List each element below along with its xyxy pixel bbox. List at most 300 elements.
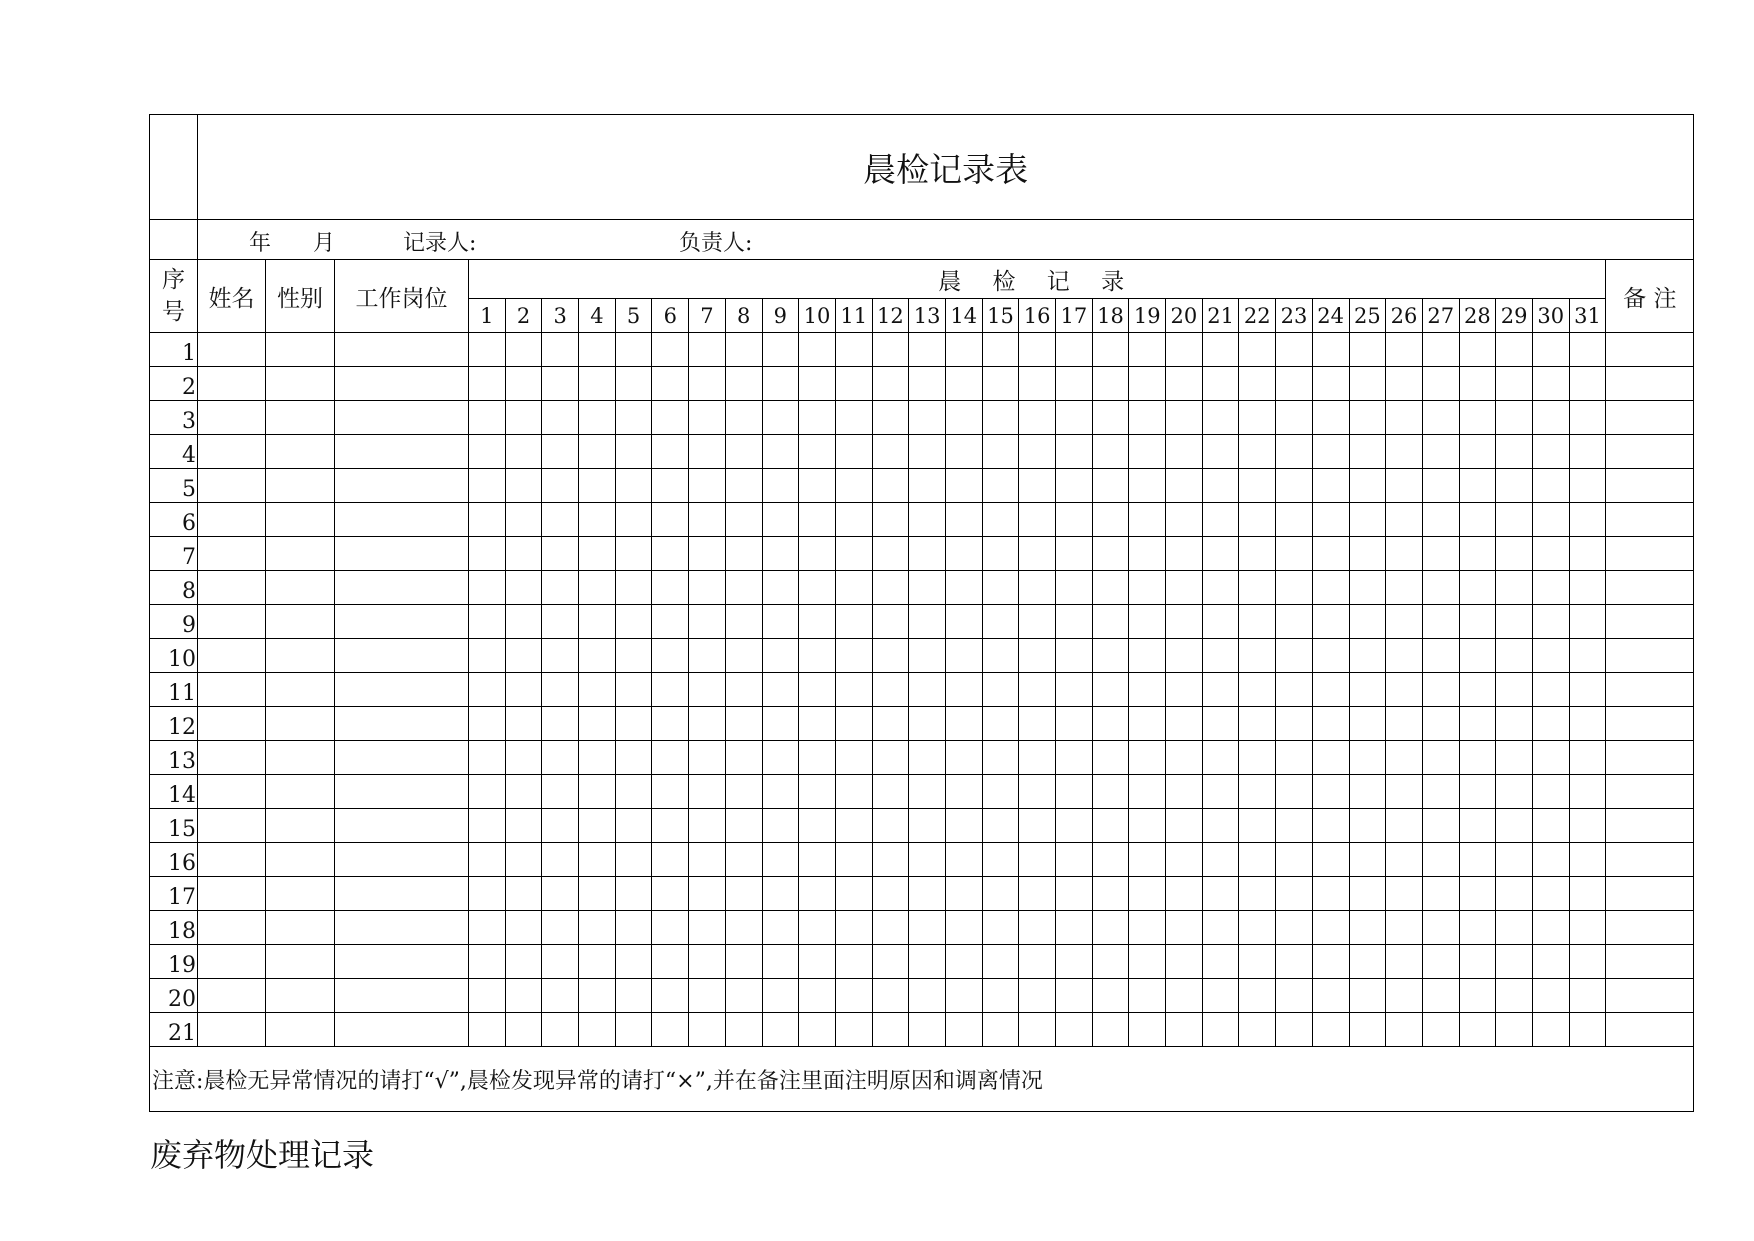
entry-cell[interactable] (1569, 435, 1606, 469)
entry-cell[interactable] (266, 877, 335, 911)
entry-cell[interactable] (266, 673, 335, 707)
entry-cell[interactable] (1532, 333, 1569, 367)
entry-cell[interactable] (469, 469, 506, 503)
entry-cell[interactable] (1312, 1013, 1349, 1047)
entry-cell[interactable] (835, 911, 872, 945)
entry-cell[interactable] (1239, 1013, 1276, 1047)
entry-cell[interactable] (1276, 639, 1313, 673)
entry-cell[interactable] (1569, 775, 1606, 809)
entry-cell[interactable] (1276, 707, 1313, 741)
entry-cell[interactable] (1386, 571, 1423, 605)
entry-cell[interactable] (1239, 673, 1276, 707)
entry-cell[interactable] (469, 435, 506, 469)
entry-cell[interactable] (1312, 877, 1349, 911)
entry-cell[interactable] (615, 809, 652, 843)
entry-cell[interactable] (1056, 843, 1093, 877)
entry-cell[interactable] (1276, 911, 1313, 945)
entry-cell[interactable] (1386, 333, 1423, 367)
entry-cell[interactable] (1092, 401, 1129, 435)
entry-cell[interactable] (835, 401, 872, 435)
entry-cell[interactable] (1532, 367, 1569, 401)
entry-cell[interactable] (579, 333, 616, 367)
entry-cell[interactable] (1349, 877, 1386, 911)
entry-cell[interactable] (1166, 571, 1203, 605)
entry-cell[interactable] (689, 775, 726, 809)
entry-cell[interactable] (1349, 639, 1386, 673)
entry-cell[interactable] (982, 877, 1019, 911)
entry-cell[interactable] (689, 809, 726, 843)
entry-cell[interactable] (1129, 741, 1166, 775)
entry-cell[interactable] (1056, 1013, 1093, 1047)
entry-cell[interactable] (1496, 503, 1533, 537)
entry-cell[interactable] (1532, 537, 1569, 571)
entry-cell[interactable] (725, 1013, 762, 1047)
entry-cell[interactable] (945, 673, 982, 707)
entry-cell[interactable] (1239, 537, 1276, 571)
entry-cell[interactable] (266, 1013, 335, 1047)
entry-cell[interactable] (505, 367, 542, 401)
entry-cell[interactable] (1422, 1013, 1459, 1047)
entry-cell[interactable] (1276, 435, 1313, 469)
entry-cell[interactable] (1092, 1013, 1129, 1047)
entry-cell[interactable] (799, 809, 836, 843)
entry-cell[interactable] (689, 877, 726, 911)
entry-cell[interactable] (1239, 979, 1276, 1013)
entry-cell[interactable] (266, 775, 335, 809)
entry-cell[interactable] (1569, 571, 1606, 605)
entry-cell[interactable] (542, 741, 579, 775)
entry-cell[interactable] (542, 707, 579, 741)
entry-cell[interactable] (1276, 741, 1313, 775)
entry-cell[interactable] (1422, 537, 1459, 571)
entry-cell[interactable] (469, 707, 506, 741)
entry-cell[interactable] (198, 775, 266, 809)
entry-cell[interactable] (266, 639, 335, 673)
entry-cell[interactable] (579, 707, 616, 741)
entry-cell[interactable] (198, 741, 266, 775)
entry-cell[interactable] (1349, 333, 1386, 367)
entry-cell[interactable] (909, 673, 946, 707)
entry-cell[interactable] (1312, 741, 1349, 775)
entry-cell[interactable] (725, 673, 762, 707)
entry-cell[interactable] (1496, 605, 1533, 639)
entry-cell[interactable] (689, 639, 726, 673)
entry-cell[interactable] (505, 571, 542, 605)
entry-cell[interactable] (1166, 503, 1203, 537)
entry-cell[interactable] (1422, 741, 1459, 775)
entry-cell[interactable] (1606, 877, 1694, 911)
entry-cell[interactable] (1056, 469, 1093, 503)
entry-cell[interactable] (1202, 877, 1239, 911)
entry-cell[interactable] (1092, 503, 1129, 537)
entry-cell[interactable] (1422, 707, 1459, 741)
entry-cell[interactable] (689, 367, 726, 401)
entry-cell[interactable] (1422, 775, 1459, 809)
entry-cell[interactable] (762, 605, 799, 639)
entry-cell[interactable] (1239, 877, 1276, 911)
entry-cell[interactable] (1129, 401, 1166, 435)
entry-cell[interactable] (982, 945, 1019, 979)
entry-cell[interactable] (1056, 639, 1093, 673)
entry-cell[interactable] (1092, 843, 1129, 877)
entry-cell[interactable] (1166, 639, 1203, 673)
entry-cell[interactable] (1459, 979, 1496, 1013)
entry-cell[interactable] (835, 469, 872, 503)
entry-cell[interactable] (615, 503, 652, 537)
entry-cell[interactable] (1202, 1013, 1239, 1047)
entry-cell[interactable] (1422, 877, 1459, 911)
entry-cell[interactable] (982, 1013, 1019, 1047)
entry-cell[interactable] (835, 809, 872, 843)
entry-cell[interactable] (1129, 605, 1166, 639)
entry-cell[interactable] (909, 775, 946, 809)
entry-cell[interactable] (1422, 469, 1459, 503)
entry-cell[interactable] (1019, 333, 1056, 367)
entry-cell[interactable] (469, 639, 506, 673)
entry-cell[interactable] (198, 877, 266, 911)
entry-cell[interactable] (1276, 333, 1313, 367)
entry-cell[interactable] (1459, 571, 1496, 605)
entry-cell[interactable] (982, 401, 1019, 435)
entry-cell[interactable] (1459, 639, 1496, 673)
entry-cell[interactable] (1569, 945, 1606, 979)
entry-cell[interactable] (652, 571, 689, 605)
entry-cell[interactable] (799, 333, 836, 367)
entry-cell[interactable] (1092, 775, 1129, 809)
entry-cell[interactable] (1569, 809, 1606, 843)
entry-cell[interactable] (689, 979, 726, 1013)
entry-cell[interactable] (909, 503, 946, 537)
entry-cell[interactable] (1129, 1013, 1166, 1047)
entry-cell[interactable] (1496, 843, 1533, 877)
entry-cell[interactable] (1202, 469, 1239, 503)
entry-cell[interactable] (872, 469, 909, 503)
entry-cell[interactable] (1349, 469, 1386, 503)
entry-cell[interactable] (982, 843, 1019, 877)
entry-cell[interactable] (1569, 537, 1606, 571)
entry-cell[interactable] (266, 469, 335, 503)
entry-cell[interactable] (872, 435, 909, 469)
entry-cell[interactable] (872, 945, 909, 979)
entry-cell[interactable] (579, 367, 616, 401)
entry-cell[interactable] (1349, 979, 1386, 1013)
entry-cell[interactable] (469, 673, 506, 707)
entry-cell[interactable] (1459, 435, 1496, 469)
entry-cell[interactable] (1202, 537, 1239, 571)
entry-cell[interactable] (725, 843, 762, 877)
entry-cell[interactable] (1312, 673, 1349, 707)
entry-cell[interactable] (1092, 673, 1129, 707)
entry-cell[interactable] (615, 333, 652, 367)
entry-cell[interactable] (1166, 707, 1203, 741)
entry-cell[interactable] (1532, 571, 1569, 605)
entry-cell[interactable] (652, 401, 689, 435)
entry-cell[interactable] (835, 639, 872, 673)
entry-cell[interactable] (945, 1013, 982, 1047)
entry-cell[interactable] (579, 503, 616, 537)
entry-cell[interactable] (725, 401, 762, 435)
entry-cell[interactable] (335, 333, 469, 367)
entry-cell[interactable] (1386, 945, 1423, 979)
entry-cell[interactable] (1606, 537, 1694, 571)
entry-cell[interactable] (1496, 639, 1533, 673)
entry-cell[interactable] (615, 911, 652, 945)
entry-cell[interactable] (1349, 435, 1386, 469)
entry-cell[interactable] (689, 503, 726, 537)
entry-cell[interactable] (542, 809, 579, 843)
entry-cell[interactable] (1276, 571, 1313, 605)
entry-cell[interactable] (652, 979, 689, 1013)
entry-cell[interactable] (1422, 673, 1459, 707)
entry-cell[interactable] (1312, 639, 1349, 673)
entry-cell[interactable] (872, 911, 909, 945)
entry-cell[interactable] (1202, 333, 1239, 367)
entry-cell[interactable] (835, 945, 872, 979)
entry-cell[interactable] (542, 469, 579, 503)
entry-cell[interactable] (1202, 843, 1239, 877)
entry-cell[interactable] (1019, 605, 1056, 639)
entry-cell[interactable] (799, 979, 836, 1013)
entry-cell[interactable] (1056, 503, 1093, 537)
entry-cell[interactable] (505, 979, 542, 1013)
entry-cell[interactable] (909, 809, 946, 843)
entry-cell[interactable] (872, 877, 909, 911)
entry-cell[interactable] (1312, 809, 1349, 843)
entry-cell[interactable] (725, 741, 762, 775)
entry-cell[interactable] (872, 979, 909, 1013)
entry-cell[interactable] (579, 469, 616, 503)
entry-cell[interactable] (1276, 503, 1313, 537)
entry-cell[interactable] (835, 707, 872, 741)
entry-cell[interactable] (799, 469, 836, 503)
entry-cell[interactable] (872, 741, 909, 775)
entry-cell[interactable] (1312, 707, 1349, 741)
entry-cell[interactable] (579, 741, 616, 775)
entry-cell[interactable] (689, 401, 726, 435)
entry-cell[interactable] (542, 503, 579, 537)
entry-cell[interactable] (1386, 639, 1423, 673)
entry-cell[interactable] (335, 911, 469, 945)
entry-cell[interactable] (835, 1013, 872, 1047)
entry-cell[interactable] (725, 333, 762, 367)
entry-cell[interactable] (1349, 401, 1386, 435)
entry-cell[interactable] (335, 843, 469, 877)
entry-cell[interactable] (615, 843, 652, 877)
entry-cell[interactable] (542, 571, 579, 605)
entry-cell[interactable] (945, 333, 982, 367)
entry-cell[interactable] (799, 843, 836, 877)
entry-cell[interactable] (1496, 367, 1533, 401)
entry-cell[interactable] (945, 537, 982, 571)
entry-cell[interactable] (505, 707, 542, 741)
entry-cell[interactable] (1312, 911, 1349, 945)
entry-cell[interactable] (198, 809, 266, 843)
entry-cell[interactable] (1056, 605, 1093, 639)
entry-cell[interactable] (1459, 469, 1496, 503)
entry-cell[interactable] (762, 571, 799, 605)
entry-cell[interactable] (1532, 809, 1569, 843)
entry-cell[interactable] (469, 1013, 506, 1047)
entry-cell[interactable] (1532, 775, 1569, 809)
entry-cell[interactable] (505, 945, 542, 979)
entry-cell[interactable] (1092, 333, 1129, 367)
entry-cell[interactable] (835, 741, 872, 775)
entry-cell[interactable] (799, 639, 836, 673)
entry-cell[interactable] (615, 707, 652, 741)
entry-cell[interactable] (1019, 435, 1056, 469)
entry-cell[interactable] (1166, 537, 1203, 571)
entry-cell[interactable] (505, 537, 542, 571)
entry-cell[interactable] (1606, 741, 1694, 775)
entry-cell[interactable] (1239, 707, 1276, 741)
entry-cell[interactable] (1422, 503, 1459, 537)
entry-cell[interactable] (689, 1013, 726, 1047)
entry-cell[interactable] (579, 605, 616, 639)
entry-cell[interactable] (945, 843, 982, 877)
entry-cell[interactable] (1459, 707, 1496, 741)
entry-cell[interactable] (1092, 469, 1129, 503)
entry-cell[interactable] (725, 809, 762, 843)
entry-cell[interactable] (725, 367, 762, 401)
entry-cell[interactable] (198, 537, 266, 571)
entry-cell[interactable] (1166, 911, 1203, 945)
entry-cell[interactable] (266, 945, 335, 979)
entry-cell[interactable] (198, 605, 266, 639)
entry-cell[interactable] (872, 639, 909, 673)
entry-cell[interactable] (1422, 639, 1459, 673)
entry-cell[interactable] (1349, 605, 1386, 639)
entry-cell[interactable] (872, 333, 909, 367)
entry-cell[interactable] (615, 741, 652, 775)
entry-cell[interactable] (335, 707, 469, 741)
entry-cell[interactable] (505, 435, 542, 469)
entry-cell[interactable] (1019, 945, 1056, 979)
entry-cell[interactable] (505, 503, 542, 537)
entry-cell[interactable] (762, 775, 799, 809)
entry-cell[interactable] (1019, 707, 1056, 741)
entry-cell[interactable] (982, 775, 1019, 809)
entry-cell[interactable] (1312, 367, 1349, 401)
entry-cell[interactable] (542, 979, 579, 1013)
entry-cell[interactable] (872, 1013, 909, 1047)
entry-cell[interactable] (652, 945, 689, 979)
entry-cell[interactable] (982, 911, 1019, 945)
entry-cell[interactable] (1202, 673, 1239, 707)
entry-cell[interactable] (799, 435, 836, 469)
entry-cell[interactable] (1422, 911, 1459, 945)
entry-cell[interactable] (1606, 809, 1694, 843)
entry-cell[interactable] (652, 639, 689, 673)
entry-cell[interactable] (1129, 877, 1166, 911)
entry-cell[interactable] (1239, 945, 1276, 979)
entry-cell[interactable] (1606, 775, 1694, 809)
entry-cell[interactable] (1056, 741, 1093, 775)
entry-cell[interactable] (799, 1013, 836, 1047)
entry-cell[interactable] (1166, 333, 1203, 367)
entry-cell[interactable] (1166, 401, 1203, 435)
entry-cell[interactable] (1606, 333, 1694, 367)
entry-cell[interactable] (945, 605, 982, 639)
entry-cell[interactable] (689, 571, 726, 605)
entry-cell[interactable] (266, 401, 335, 435)
entry-cell[interactable] (579, 775, 616, 809)
entry-cell[interactable] (1019, 1013, 1056, 1047)
entry-cell[interactable] (1056, 707, 1093, 741)
entry-cell[interactable] (909, 605, 946, 639)
entry-cell[interactable] (1019, 741, 1056, 775)
entry-cell[interactable] (1606, 503, 1694, 537)
entry-cell[interactable] (1166, 741, 1203, 775)
entry-cell[interactable] (335, 605, 469, 639)
entry-cell[interactable] (1569, 911, 1606, 945)
entry-cell[interactable] (872, 809, 909, 843)
entry-cell[interactable] (1239, 911, 1276, 945)
entry-cell[interactable] (945, 367, 982, 401)
entry-cell[interactable] (1422, 367, 1459, 401)
entry-cell[interactable] (1459, 503, 1496, 537)
entry-cell[interactable] (1166, 979, 1203, 1013)
entry-cell[interactable] (1606, 367, 1694, 401)
entry-cell[interactable] (542, 775, 579, 809)
entry-cell[interactable] (762, 979, 799, 1013)
entry-cell[interactable] (335, 435, 469, 469)
entry-cell[interactable] (1019, 367, 1056, 401)
entry-cell[interactable] (505, 911, 542, 945)
entry-cell[interactable] (689, 673, 726, 707)
entry-cell[interactable] (1496, 333, 1533, 367)
entry-cell[interactable] (542, 367, 579, 401)
entry-cell[interactable] (615, 639, 652, 673)
entry-cell[interactable] (1459, 911, 1496, 945)
entry-cell[interactable] (835, 333, 872, 367)
entry-cell[interactable] (1129, 673, 1166, 707)
entry-cell[interactable] (1129, 979, 1166, 1013)
entry-cell[interactable] (335, 809, 469, 843)
entry-cell[interactable] (762, 1013, 799, 1047)
entry-cell[interactable] (835, 673, 872, 707)
entry-cell[interactable] (1056, 945, 1093, 979)
entry-cell[interactable] (1129, 503, 1166, 537)
entry-cell[interactable] (1386, 809, 1423, 843)
entry-cell[interactable] (1166, 877, 1203, 911)
entry-cell[interactable] (542, 639, 579, 673)
entry-cell[interactable] (872, 537, 909, 571)
entry-cell[interactable] (615, 673, 652, 707)
entry-cell[interactable] (909, 945, 946, 979)
entry-cell[interactable] (872, 673, 909, 707)
entry-cell[interactable] (909, 401, 946, 435)
entry-cell[interactable] (542, 401, 579, 435)
entry-cell[interactable] (1386, 367, 1423, 401)
entry-cell[interactable] (615, 775, 652, 809)
entry-cell[interactable] (1202, 401, 1239, 435)
entry-cell[interactable] (1239, 503, 1276, 537)
entry-cell[interactable] (266, 367, 335, 401)
entry-cell[interactable] (1459, 401, 1496, 435)
entry-cell[interactable] (725, 877, 762, 911)
entry-cell[interactable] (689, 469, 726, 503)
entry-cell[interactable] (615, 537, 652, 571)
entry-cell[interactable] (909, 979, 946, 1013)
entry-cell[interactable] (1532, 401, 1569, 435)
entry-cell[interactable] (1422, 979, 1459, 1013)
entry-cell[interactable] (1496, 571, 1533, 605)
entry-cell[interactable] (982, 809, 1019, 843)
entry-cell[interactable] (1532, 469, 1569, 503)
entry-cell[interactable] (579, 843, 616, 877)
entry-cell[interactable] (872, 503, 909, 537)
entry-cell[interactable] (982, 503, 1019, 537)
